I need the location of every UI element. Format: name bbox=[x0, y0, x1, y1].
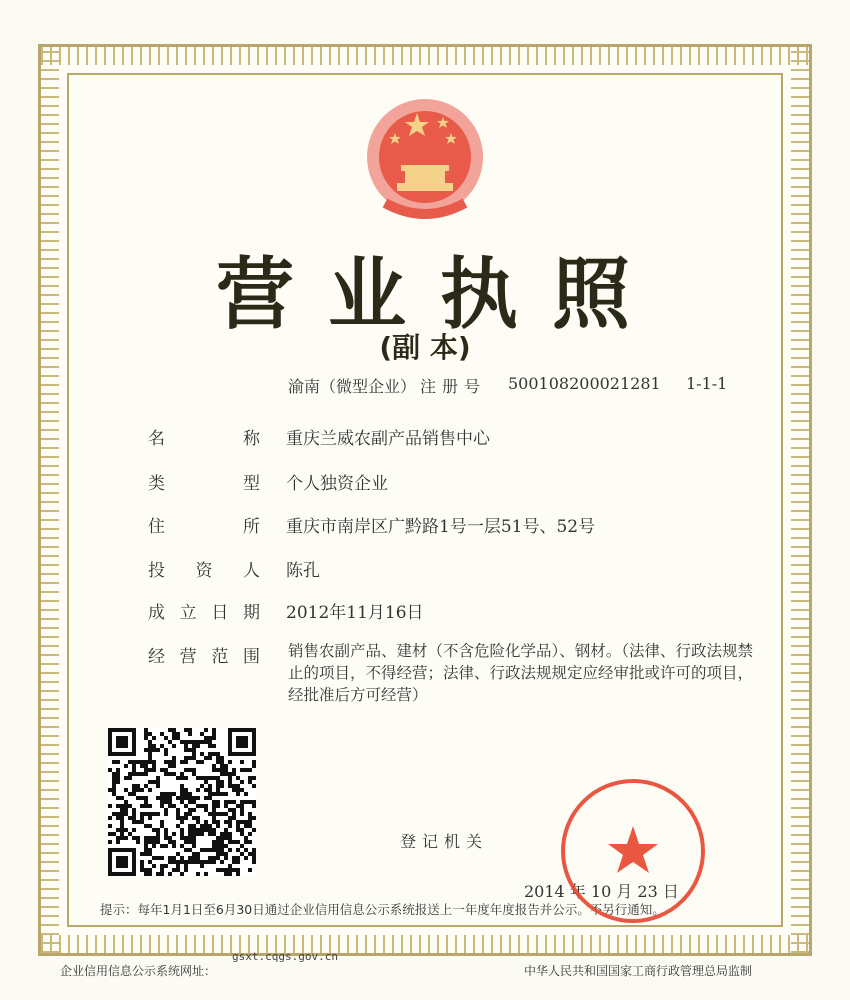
field-date-row bbox=[148, 598, 424, 623]
annual-report-notice: 提示：每年1月1日至6月30日通过企业信用信息公示系统报送上一年度年度报告并公示。不另行通知。 bbox=[100, 902, 665, 917]
field-value: 个人独资企业 bbox=[286, 474, 388, 494]
certificate-subtitle: (副 本) bbox=[379, 331, 471, 364]
business-scope-value: 销售农副产品、建材（不含危险化学品）、钢材。（法律、行政法规禁止的项目，不得经营；法律、行政法规规定应经审批或许可的项目，经批准后方可经营） bbox=[288, 642, 754, 704]
official-seal-icon bbox=[558, 776, 708, 926]
field-investor-row bbox=[148, 556, 320, 581]
footer-supervisor: 中华人民共和国国家工商行政管理总局监制 bbox=[524, 964, 753, 978]
registration-prefix: 渝南（微型企业） bbox=[288, 377, 417, 396]
field-name-row bbox=[148, 424, 490, 449]
field-value: 2012年11月16日 bbox=[286, 603, 424, 623]
field-label: 类型 bbox=[148, 474, 260, 494]
field-label: 经营范围 bbox=[148, 647, 260, 667]
registration-suffix: 1-1-1 bbox=[686, 374, 728, 393]
registration-authority-label: 登记机关 bbox=[400, 832, 489, 851]
footer-website-url[interactable]: gsxt.cqgs.gov.cn bbox=[232, 950, 338, 963]
field-type-row bbox=[148, 469, 388, 494]
field-address-row bbox=[148, 512, 595, 537]
field-value: 重庆市南岸区广黔路1号一层51号、52号 bbox=[286, 517, 596, 537]
field-label: 成立日期 bbox=[148, 603, 260, 623]
field-label: 住所 bbox=[148, 517, 260, 537]
field-label: 名称 bbox=[148, 429, 260, 449]
field-label: 投资人 bbox=[148, 561, 260, 581]
footer-website-label: 企业信用信息公示系统网址： bbox=[60, 964, 217, 978]
qr-code-icon[interactable] bbox=[108, 728, 256, 876]
issue-date: 2014 年 10 月 23 日 bbox=[524, 882, 679, 901]
field-value: 陈孔 bbox=[286, 561, 320, 581]
national-emblem-icon bbox=[345, 95, 505, 230]
field-scope-row bbox=[148, 642, 286, 667]
registration-number: 500108200021281 bbox=[508, 374, 661, 393]
certificate-title: 营业执照 bbox=[215, 250, 664, 340]
registration-label: 注册号 bbox=[420, 377, 487, 396]
field-value: 重庆兰威农副产品销售中心 bbox=[286, 429, 490, 449]
